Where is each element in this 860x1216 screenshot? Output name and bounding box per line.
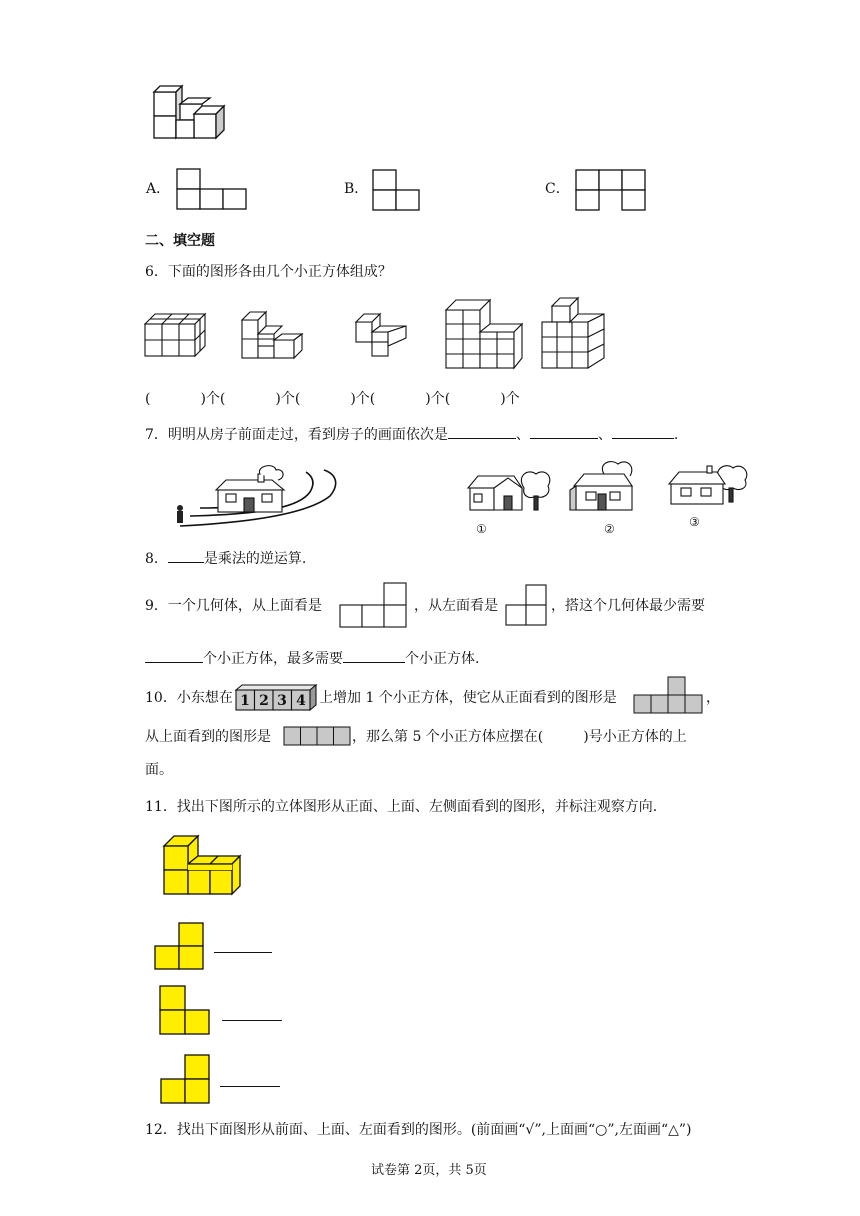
q7-blank-1[interactable]: [448, 424, 516, 439]
q12-stem: 12．找出下面图形从前面、上面、左面看到的图形。(前面画“√”,上面画“○”,左面画“△”): [145, 1122, 692, 1138]
q8-line: [145, 548, 306, 569]
q9-left-view: [506, 584, 550, 628]
q7-house-2: [570, 460, 650, 520]
q6-figure-3: [354, 312, 408, 360]
q6-answer-part: )个: [500, 391, 520, 407]
q11-view-2: [159, 985, 211, 1037]
page-footer: 试卷第 2页，共 5页: [371, 1163, 487, 1178]
q10-cube-label: 3: [277, 693, 287, 709]
q6-stem: 6．下面的图形各由几个小正方体组成？: [145, 264, 392, 280]
q10-part2: 上增加 1 个小正方体，使它从正面看到的图形是: [319, 690, 617, 706]
q7-label-3: ③: [689, 515, 700, 529]
section-title: 二、填空题: [145, 233, 215, 249]
q7-sep: 、: [515, 427, 530, 443]
q7-end: .: [673, 427, 679, 443]
q9-part3: ，搭这个几何体最少需要: [551, 598, 705, 614]
q11-view-3: [160, 1054, 212, 1106]
option-c-label: C．: [545, 181, 570, 197]
q7-stem-line: [145, 424, 678, 445]
q9-part2: ，从左面看是: [414, 598, 498, 614]
q10-front-view: [634, 676, 706, 716]
q6-figure-1: [143, 312, 207, 358]
q10-part1: 10．小东想在: [145, 690, 233, 706]
q6-figure-4: [444, 298, 524, 370]
q7-sep: 、: [597, 427, 612, 443]
q10-cube-label: 2: [259, 693, 269, 709]
q7-path-scene: [160, 466, 390, 532]
q6-answer-part: )个(: [425, 391, 451, 407]
q10-top-view: [283, 726, 353, 748]
option-c-shape: [575, 169, 647, 213]
q10-part3: ，: [706, 690, 720, 706]
q8-blank[interactable]: [168, 548, 204, 563]
q7-house-1: [466, 466, 552, 522]
q10-line2-rest: [352, 727, 687, 747]
q11-stem: 11．找出下图所示的立体图形从正面、上面、左侧面看到的图形，并标注观察方向.: [145, 799, 658, 815]
q10-cube-row: [234, 684, 318, 712]
q9-line2: [145, 648, 479, 669]
q10-cube-label: 1: [240, 693, 250, 709]
option-a-shape: [176, 168, 248, 212]
q11-yellow-3d-figure: [162, 834, 244, 898]
q9-line2a: 个小正方体，最多需要: [203, 651, 343, 667]
q11-answer-2[interactable]: [222, 1006, 282, 1021]
q6-figure-5: [540, 296, 606, 370]
q10-line3: 面。: [145, 762, 173, 778]
q11-answer-1[interactable]: [214, 938, 272, 953]
q6-answer-part: )个(: [275, 391, 301, 407]
q7-label-2: ②: [604, 522, 615, 536]
q7-house-3: [667, 462, 751, 514]
q9-blank-min[interactable]: [145, 648, 203, 663]
q7-blank-3[interactable]: [612, 424, 674, 439]
q8-text: 是乘法的逆运算.: [203, 551, 307, 567]
q10-line2a: 从上面看到的图形是: [145, 729, 271, 745]
q9-blank-max[interactable]: [343, 648, 405, 663]
option-b-shape: [372, 169, 422, 213]
q10-line2b: ，那么第 5 个小正方体应摆在(: [352, 729, 544, 745]
q6-answer-part: )个(: [200, 391, 226, 407]
q5-cube-figure: [150, 84, 240, 142]
option-b-label: B．: [344, 181, 369, 197]
q9-part1: 9．一个几何体，从上面看是: [145, 598, 322, 614]
q6-answer-row: [145, 389, 520, 409]
option-a-label: A．: [146, 181, 171, 197]
q7-label-1: ①: [476, 522, 487, 536]
q6-figure-2: [240, 308, 304, 360]
q7-blank-2[interactable]: [530, 424, 598, 439]
q11-answer-3[interactable]: [220, 1072, 280, 1087]
q10-cube-label: 4: [296, 693, 306, 709]
q9-line2b: 个小正方体.: [405, 651, 480, 667]
q10-line2c: )号小正方体的上: [583, 729, 687, 745]
q8-num: 8．: [145, 551, 168, 567]
q6-answer-part: )个(: [350, 391, 376, 407]
q7-stem: 7．明明从房子前面走过，看到房子的画面依次是: [145, 427, 448, 443]
q9-top-view: [340, 582, 412, 630]
q6-answer-part: (: [145, 391, 151, 407]
q11-view-1: [153, 922, 207, 970]
